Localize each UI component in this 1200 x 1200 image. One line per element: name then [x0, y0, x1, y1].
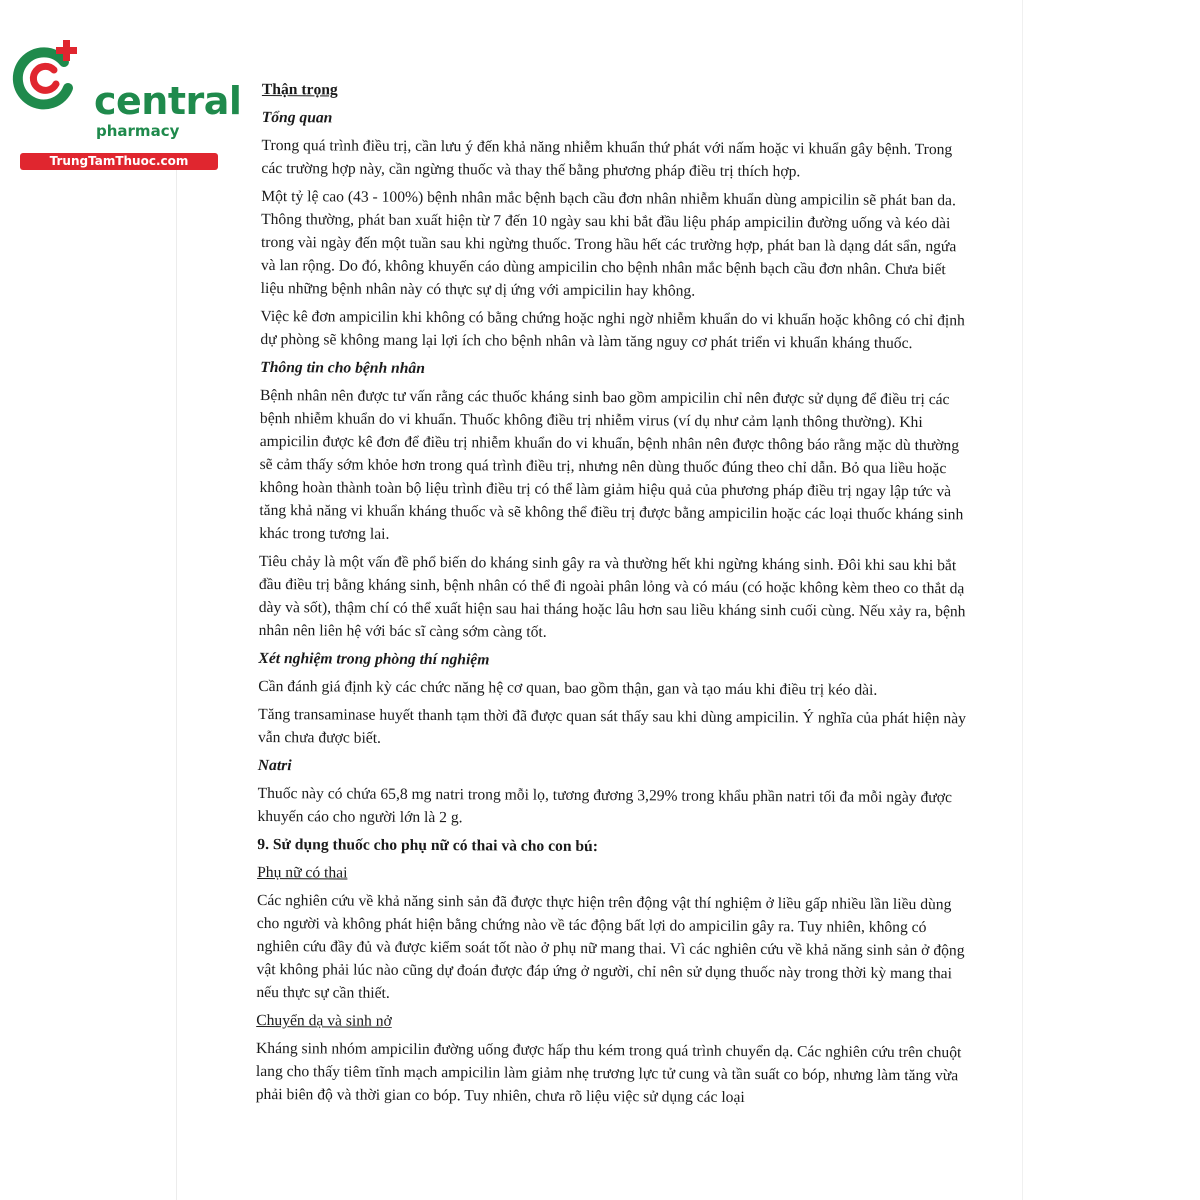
paragraph: Bệnh nhân nên được tư vấn rằng các thuốc kháng sinh bao gồm ampicilin chỉ nên được sử dụng để điều trị các bệnh nhiễm khuẩn do vi khuẩn. Thuốc không điều trị nhiễm virus (ví dụ như cảm lạnh thông thường). Khi ampicilin được kê đơn để điều trị nhiễm khuẩn do vi khuẩn, bệnh nhân nên được thông báo rằng mặc dù thường sẽ cảm thấy sớm khỏe hơn trong quá trình điều trị, nhưng nên dùng thuốc đúng theo chỉ dẫn. Bỏ qua liều hoặc không hoàn thành toàn bộ liệu trình điều trị có thể làm giảm hiệu quả của phương pháp điều trị ngay lập tức và tăng khả năng vi khuẩn kháng thuốc và sẽ không thể điều trị được bằng ampicilin hoặc các loại thuốc kháng sinh khác trong tương lai.: [259, 386, 964, 543]
scan-page-edge: [176, 158, 177, 1200]
logo-name: central: [94, 79, 242, 123]
scan-page-edge-right: [1022, 0, 1023, 1200]
logo-url-badge: TrungTamThuoc.com: [20, 153, 218, 170]
paragraph: Tiêu chảy là một vấn đề phổ biến do kháng sinh gây ra và thường hết khi ngừng kháng sinh. Đôi khi sau khi bắt đầu điều trị bằng kháng sinh, bệnh nhân có thể đi ngoài phân lỏng và có máu (có hoặc không kèm theo co thắt dạ dày và sốt), thậm chí có thể xuất hiện sau hai tháng hoặc lâu hơn sau liều kháng sinh cuối cùng. Nếu xảy ra, bệnh nhân nên liên hệ với bác sĩ càng sớm càng tốt.: [258, 552, 966, 641]
subheading-chuyen-da: Chuyển dạ và sinh nở: [256, 1011, 392, 1030]
subheading-tong-quan: Tổng quan: [261, 108, 333, 127]
paragraph: Thuốc này có chứa 65,8 mg natri trong mỗi lọ, tương đương 3,29% trong khẩu phần natri tối đa mỗi ngày được khuyến cáo cho người lớn là 2 g.: [257, 784, 952, 827]
central-pharmacy-logo[interactable]: [8, 36, 242, 168]
paragraph: Tăng transaminase huyết thanh tạm thời đã được quan sát thấy sau khi dùng ampicilin. Ý nghĩa của phát hiện này vẫn chưa được biết.: [257, 705, 967, 747]
pharmacy-cross-icon: [8, 36, 88, 116]
subheading-phu-nu-co-thai: Phụ nữ có thai: [257, 863, 348, 882]
subheading-xet-nghiem: Xét nghiệm trong phòng thí nghiệm: [258, 649, 490, 669]
paragraph: Kháng sinh nhóm ampicilin đường uống được hấp thu kém trong quá trình chuyển dạ. Các nghiên cứu trên chuột lang cho thấy tiêm tĩnh mạch ampicilin làm giảm nhẹ trương lực tử cung và tần suất co bóp, nhưng làm tăng vừa phải biên độ và thời gian co bóp. Tuy nhiên, chưa rõ liệu việc sử dụng các loại: [255, 1039, 962, 1106]
paragraph: Việc kê đơn ampicilin khi không có bằng chứng hoặc nghi ngờ nhiễm khuẩn do vi khuẩn hoặc không có chỉ định dự phòng sẽ không mang lại lợi ích cho bệnh nhân và làm tăng nguy cơ phát triển vi khuẩn kháng thuốc.: [260, 307, 965, 352]
paragraph: Trong quá trình điều trị, cần lưu ý đến khả năng nhiễm khuẩn thứ phát với nấm hoặc vi khuẩn gây bệnh. Trong các trường hợp này, cần ngừng thuốc và thay thế bằng phương pháp điều trị thích hợp.: [261, 136, 953, 181]
section-heading-9: 9. Sử dụng thuốc cho phụ nữ có thai và cho con bú:: [257, 835, 599, 856]
subheading-thong-tin-benh-nhan: Thông tin cho bệnh nhân: [260, 358, 425, 378]
logo-subtitle: pharmacy: [96, 122, 180, 140]
subheading-natri: Natri: [257, 756, 292, 775]
document-body: [256, 78, 974, 1115]
paragraph: Một tỷ lệ cao (43 - 100%) bệnh nhân mắc bệnh bạch cầu đơn nhân nhiễm khuẩn dùng ampicilin sẽ phát ban da. Thông thường, phát ban xuất hiện từ 7 đến 10 ngày sau khi bắt đầu liệu pháp ampicilin đường uống và kéo dài trong vài ngày đến một tuần sau khi ngừng thuốc. Trong hầu hết các trường hợp, phát ban là dạng dát sẩn, ngứa và lan rộng. Do đó, không khuyến cáo dùng ampicilin cho bệnh nhân mắc bệnh bạch cầu đơn nhân. Chưa biết liệu những bệnh nhân này có thực sự dị ứng với ampicilin hay không.: [260, 187, 957, 300]
paragraph: Cần đánh giá định kỳ các chức năng hệ cơ quan, bao gồm thận, gan và tạo máu khi điều trị kéo dài.: [258, 677, 878, 699]
paragraph: Các nghiên cứu về khả năng sinh sản đã được thực hiện trên động vật thí nghiệm ở liều gấp nhiều lần liều dùng cho người và không phát hiện bằng chứng nào về tác động bất lợi do ampicilin gây ra. Tuy nhiên, không có nghiên cứu đầy đủ và được kiểm soát tốt nào ở phụ nữ mang thai. Vì các nghiên cứu về khả năng sinh sản ở động vật không phải lúc nào cũng dự đoán được đáp ứng ở người, chỉ nên sử dụng thuốc này trong thời kỳ mang thai nếu thực sự cần thiết.: [256, 891, 965, 1002]
section-heading-than-trong: Thận trọng: [261, 80, 338, 99]
